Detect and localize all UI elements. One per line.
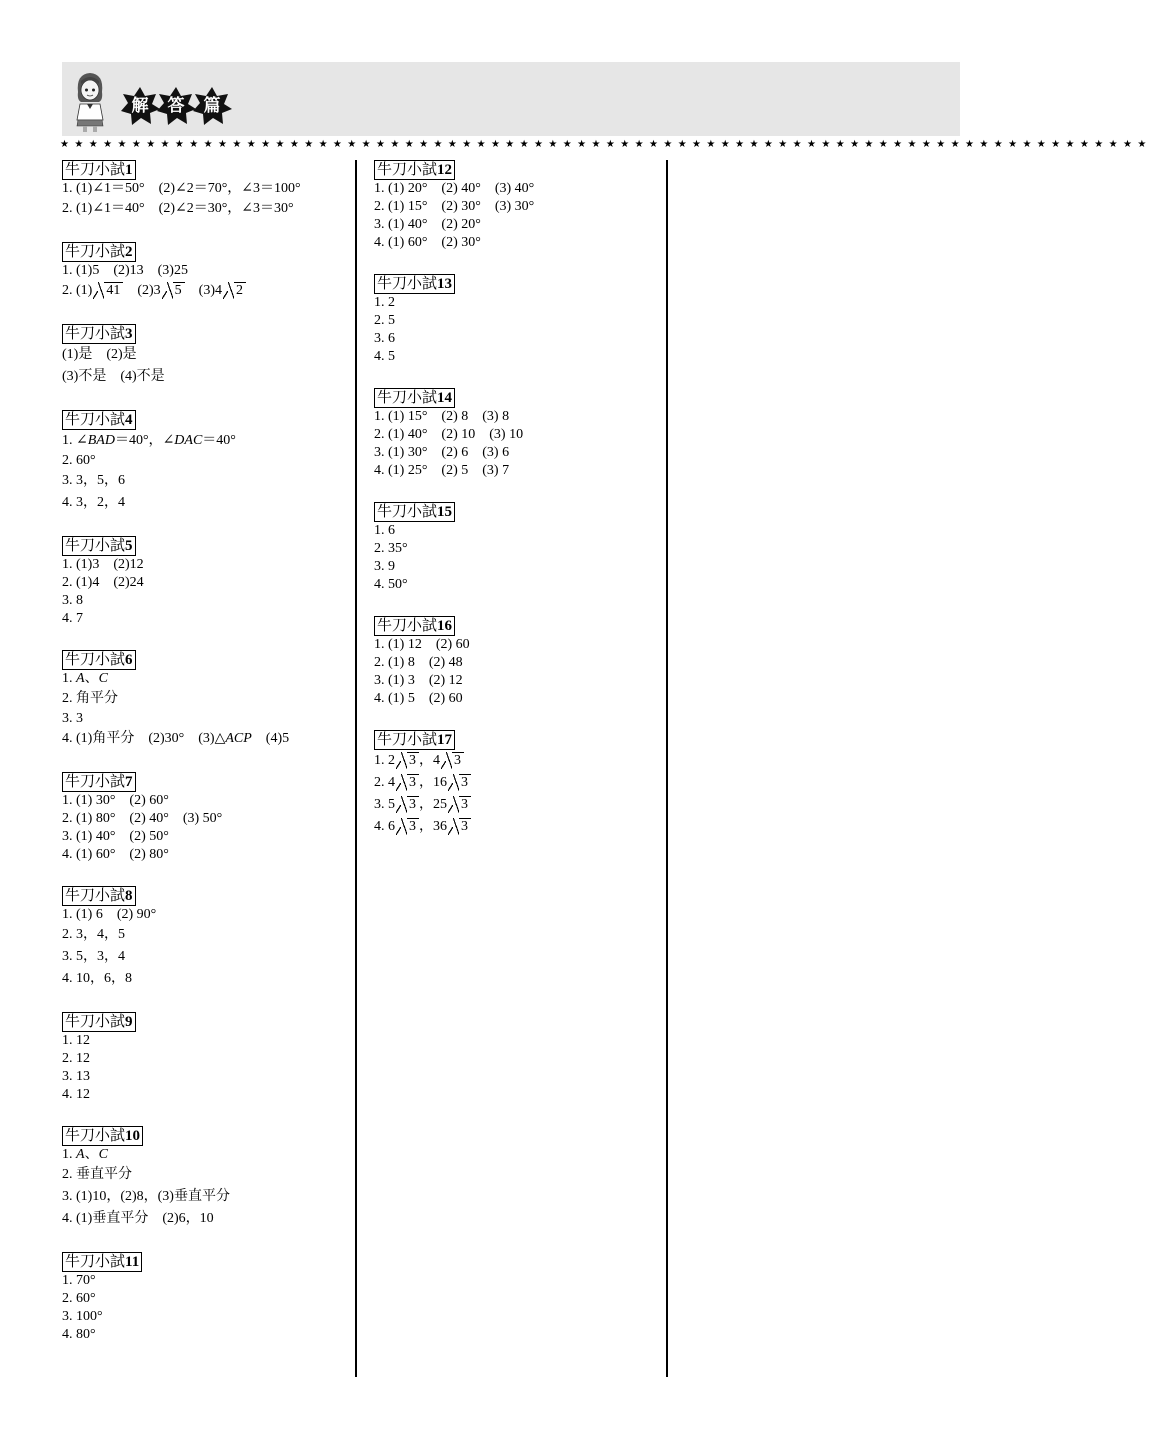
answer-line: 1. A、C xyxy=(62,671,108,686)
answer-line: 4. (1)角平分 (2)30° (3)△ACP (4)5 xyxy=(62,731,290,746)
answer-line: 3. 3 xyxy=(62,711,83,726)
answer-line: 1. 12 xyxy=(62,1033,90,1048)
section-title: 牛刀小試3 xyxy=(62,324,136,344)
radical: 3 xyxy=(459,818,471,834)
section-title: 牛刀小試5 xyxy=(62,536,136,556)
answer-section-12 xyxy=(374,160,660,252)
answer-line: 3. 8 xyxy=(62,593,83,608)
title-star-badge xyxy=(120,86,160,126)
section-title: 牛刀小試17 xyxy=(374,730,455,750)
answer-line: 3. 6 xyxy=(374,331,395,346)
student-mascot-icon xyxy=(70,70,110,134)
answer-section-16 xyxy=(374,616,660,708)
radical: 3 xyxy=(452,752,464,768)
answer-line: 3. 9 xyxy=(374,559,395,574)
column-divider xyxy=(666,160,668,1377)
answer-line: 1. 70° xyxy=(62,1273,96,1288)
answer-section-15 xyxy=(374,502,660,594)
answer-column-middle xyxy=(374,160,660,860)
answer-section-6 xyxy=(62,650,348,750)
answer-line: 1. (1)∠1＝50° (2)∠2＝70°，∠3＝100° xyxy=(62,181,301,196)
answer-line: 1. (1)5 (2)13 (3)25 xyxy=(62,263,188,278)
section-title: 牛刀小試7 xyxy=(62,772,136,792)
title-char: 篇 xyxy=(203,96,221,116)
title-star-badge xyxy=(192,86,232,126)
section-title: 牛刀小試14 xyxy=(374,388,455,408)
answer-section-3 xyxy=(62,324,348,388)
answer-line: 4. 7 xyxy=(62,611,83,626)
answer-line: 4. (1) 60° (2) 80° xyxy=(62,847,169,862)
answer-line: 1. (1) 6 (2) 90° xyxy=(62,907,157,922)
radical: 5 xyxy=(173,282,185,298)
answer-line: 3. 13 xyxy=(62,1069,90,1084)
section-title: 牛刀小試15 xyxy=(374,502,455,522)
answer-line: 2. (1)∠1＝40° (2)∠2＝30°，∠3＝30° xyxy=(62,201,294,216)
answer-line: 1. (1) 30° (2) 60° xyxy=(62,793,169,808)
radical: 3 xyxy=(459,774,471,790)
answer-line: 4. 50° xyxy=(374,577,408,592)
section-title: 牛刀小試4 xyxy=(62,410,136,430)
answer-line: 2. (1) 80° (2) 40° (3) 50° xyxy=(62,811,223,826)
answer-line: 3. (1)10，(2)8，(3)垂直平分 xyxy=(62,1189,230,1204)
answer-line: 4. 10，6，8 xyxy=(62,971,132,986)
answer-line: 2. (1) 15° (2) 30° (3) 30° xyxy=(374,199,535,214)
section-title: 牛刀小試12 xyxy=(374,160,455,180)
answer-line: 4. 3，2，4 xyxy=(62,495,125,510)
answer-line: 4. 5 xyxy=(374,349,395,364)
answer-line: 2. (1) 40° (2) 10 (3) 10 xyxy=(374,427,524,442)
answer-column-left xyxy=(62,160,348,1366)
answer-line: 4. 6 3 ，36 3 xyxy=(374,816,660,838)
answer-line: 2. (1) 41 (2)3 5 (3)4 2 xyxy=(62,280,348,302)
answer-line: 2. 3，4，5 xyxy=(62,927,125,942)
answer-line: 2. 4 3 ，16 3 xyxy=(374,772,660,794)
column-divider xyxy=(355,160,357,1377)
section-title: 牛刀小試2 xyxy=(62,242,136,262)
answer-section-17 xyxy=(374,730,660,838)
answer-line: 1. ∠BAD＝40°，∠DAC＝40° xyxy=(62,433,236,448)
answer-line: 2. 60° xyxy=(62,453,96,468)
answer-section-7 xyxy=(62,772,348,864)
answer-line: 2. (1)4 (2)24 xyxy=(62,575,144,590)
answer-line: 1. (1)3 (2)12 xyxy=(62,557,144,572)
answer-line: 2. 角平分 xyxy=(62,691,118,706)
answer-section-2 xyxy=(62,242,348,302)
answer-section-8 xyxy=(62,886,348,990)
answer-line: (3)不是 (4)不是 xyxy=(62,369,165,384)
answer-line: 4. 80° xyxy=(62,1327,96,1342)
answer-section-5 xyxy=(62,536,348,628)
answer-line: 1. (1) 15° (2) 8 (3) 8 xyxy=(374,409,510,424)
answer-line: 1. (1) 20° (2) 40° (3) 40° xyxy=(374,181,535,196)
section-title: 牛刀小試11 xyxy=(62,1252,142,1272)
section-title: 牛刀小試10 xyxy=(62,1126,143,1146)
section-title: 牛刀小試6 xyxy=(62,650,136,670)
radical: 2 xyxy=(234,282,246,298)
answer-line: 2. 12 xyxy=(62,1051,90,1066)
section-title: 牛刀小試13 xyxy=(374,274,455,294)
answer-line: 4. (1)垂直平分 (2)6，10 xyxy=(62,1211,214,1226)
radical: 3 xyxy=(407,796,419,812)
radical: 41 xyxy=(104,282,123,298)
answer-line: 3. 5，3，4 xyxy=(62,949,125,964)
section-title: 牛刀小試9 xyxy=(62,1012,136,1032)
answer-line: 4. (1) 5 (2) 60 xyxy=(374,691,463,706)
radical: 3 xyxy=(459,796,471,812)
answer-line: 4. (1) 60° (2) 30° xyxy=(374,235,481,250)
star-divider: ★★★★★★★★★★★★★★★★★★★★★★★★★★★★★★★★★★★★★★★★★★★★★★★★★★★★★★★★★★★★★★★★★★★★★★★★★★★★ xyxy=(60,139,1152,150)
title-star-badge xyxy=(156,86,196,126)
answer-line: 2. 35° xyxy=(374,541,408,556)
answer-line: 3. (1) 40° (2) 50° xyxy=(62,829,169,844)
answer-line: 2. 60° xyxy=(62,1291,96,1306)
answer-line: 2. 5 xyxy=(374,313,395,328)
title-char: 答 xyxy=(167,96,185,116)
answer-line: 3. 100° xyxy=(62,1309,103,1324)
title-char: 解 xyxy=(131,96,149,116)
answer-line: 4. 12 xyxy=(62,1087,90,1102)
radical: 3 xyxy=(407,752,419,768)
answer-line: 2. 垂直平分 xyxy=(62,1167,132,1182)
answer-line: 1. 2 3 ，4 3 xyxy=(374,750,660,772)
answer-line: 4. (1) 25° (2) 5 (3) 7 xyxy=(374,463,510,478)
answer-line: 3. 3，5，6 xyxy=(62,473,125,488)
section-title: 牛刀小試8 xyxy=(62,886,136,906)
answer-line: 1. A、C xyxy=(62,1147,108,1162)
answer-section-1 xyxy=(62,160,348,220)
answer-line: 3. 5 3 ，25 3 xyxy=(374,794,660,816)
answer-section-14 xyxy=(374,388,660,480)
answer-section-9 xyxy=(62,1012,348,1104)
answer-line: 1. 6 xyxy=(374,523,395,538)
answer-section-4 xyxy=(62,410,348,514)
answer-line: 2. (1) 8 (2) 48 xyxy=(374,655,463,670)
answer-line: 3. (1) 3 (2) 12 xyxy=(374,673,463,688)
answer-section-10 xyxy=(62,1126,348,1230)
section-title: 牛刀小試1 xyxy=(62,160,136,180)
answer-line: 1. 2 xyxy=(374,295,395,310)
answer-line: 3. (1) 30° (2) 6 (3) 6 xyxy=(374,445,510,460)
radical: 3 xyxy=(407,774,419,790)
answer-line: 1. (1) 12 (2) 60 xyxy=(374,637,470,652)
answer-line: (1)是 (2)是 xyxy=(62,347,137,362)
radical: 3 xyxy=(407,818,419,834)
answer-section-11 xyxy=(62,1252,348,1344)
answer-section-13 xyxy=(374,274,660,366)
section-title: 牛刀小試16 xyxy=(374,616,455,636)
answer-line: 3. (1) 40° (2) 20° xyxy=(374,217,481,232)
